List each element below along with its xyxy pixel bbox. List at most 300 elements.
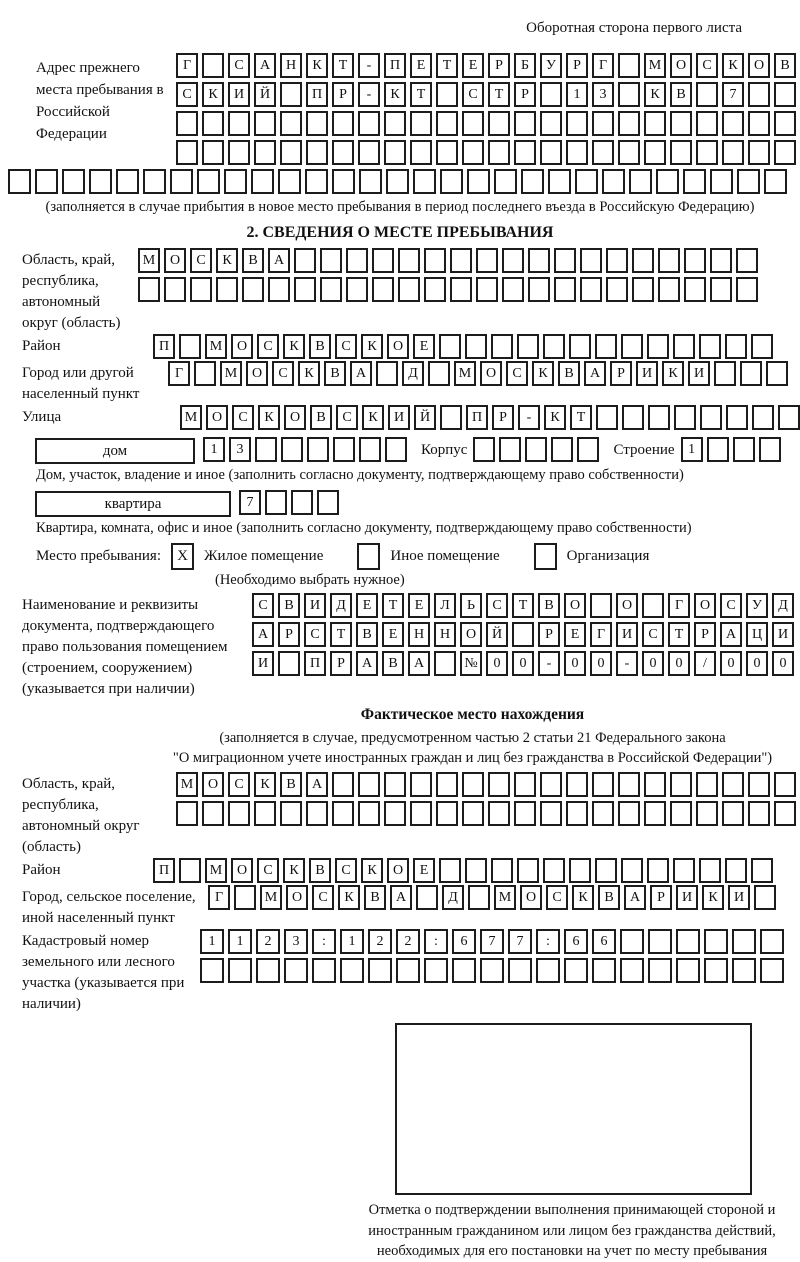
char-cell[interactable] bbox=[306, 111, 328, 136]
char-cell[interactable]: М bbox=[176, 772, 198, 797]
char-cell[interactable]: О bbox=[231, 334, 253, 359]
char-cell[interactable] bbox=[748, 82, 770, 107]
char-cell[interactable] bbox=[291, 490, 313, 515]
char-cell[interactable] bbox=[590, 593, 612, 618]
char-cell[interactable] bbox=[234, 885, 256, 910]
char-cell[interactable] bbox=[726, 405, 748, 430]
char-cell[interactable]: К bbox=[544, 405, 566, 430]
char-cell[interactable] bbox=[254, 111, 276, 136]
char-cell[interactable] bbox=[577, 437, 599, 462]
char-cell[interactable]: В bbox=[598, 885, 620, 910]
char-cell[interactable]: Т bbox=[382, 593, 404, 618]
char-cell[interactable]: О bbox=[564, 593, 586, 618]
char-cell[interactable]: 1 bbox=[681, 437, 703, 462]
char-cell[interactable] bbox=[670, 111, 692, 136]
char-cell[interactable]: С bbox=[720, 593, 742, 618]
char-cell[interactable]: Р bbox=[538, 622, 560, 647]
char-cell[interactable]: 2 bbox=[368, 929, 392, 954]
char-cell[interactable]: Е bbox=[408, 593, 430, 618]
char-cell[interactable]: Д bbox=[442, 885, 464, 910]
char-cell[interactable]: Е bbox=[356, 593, 378, 618]
char-cell[interactable] bbox=[358, 140, 380, 165]
char-cell[interactable] bbox=[410, 140, 432, 165]
char-cell[interactable] bbox=[714, 361, 736, 386]
char-cell[interactable] bbox=[670, 140, 692, 165]
char-cell[interactable] bbox=[620, 958, 644, 983]
char-cell[interactable] bbox=[317, 490, 339, 515]
char-cell[interactable]: Б bbox=[514, 53, 536, 78]
char-cell[interactable]: Т bbox=[410, 82, 432, 107]
char-cell[interactable] bbox=[704, 929, 728, 954]
char-cell[interactable]: С bbox=[176, 82, 198, 107]
char-cell[interactable] bbox=[462, 140, 484, 165]
char-cell[interactable] bbox=[164, 277, 186, 302]
char-cell[interactable] bbox=[748, 111, 770, 136]
char-cell[interactable] bbox=[621, 858, 643, 883]
char-cell[interactable]: К bbox=[216, 248, 238, 273]
char-cell[interactable] bbox=[644, 140, 666, 165]
char-cell[interactable] bbox=[592, 801, 614, 826]
char-cell[interactable]: О bbox=[284, 405, 306, 430]
char-cell[interactable]: С bbox=[335, 858, 357, 883]
char-cell[interactable] bbox=[439, 858, 461, 883]
char-cell[interactable]: В bbox=[309, 858, 331, 883]
char-cell[interactable] bbox=[733, 437, 755, 462]
char-cell[interactable]: А bbox=[268, 248, 290, 273]
char-cell[interactable] bbox=[332, 169, 355, 194]
char-cell[interactable]: 0 bbox=[512, 651, 534, 676]
char-cell[interactable]: Р bbox=[610, 361, 632, 386]
char-cell[interactable]: С bbox=[228, 772, 250, 797]
char-cell[interactable] bbox=[255, 437, 277, 462]
char-cell[interactable] bbox=[644, 111, 666, 136]
char-cell[interactable] bbox=[280, 801, 302, 826]
char-cell[interactable] bbox=[170, 169, 193, 194]
char-cell[interactable]: Л bbox=[434, 593, 456, 618]
char-cell[interactable] bbox=[312, 958, 336, 983]
char-cell[interactable]: П bbox=[466, 405, 488, 430]
char-cell[interactable]: : bbox=[424, 929, 448, 954]
char-cell[interactable] bbox=[778, 405, 800, 430]
char-cell[interactable] bbox=[491, 334, 513, 359]
char-cell[interactable] bbox=[476, 277, 498, 302]
char-cell[interactable] bbox=[710, 277, 732, 302]
char-cell[interactable]: А bbox=[356, 651, 378, 676]
char-cell[interactable]: : bbox=[536, 929, 560, 954]
char-cell[interactable] bbox=[176, 111, 198, 136]
char-cell[interactable]: И bbox=[676, 885, 698, 910]
char-cell[interactable]: Д bbox=[402, 361, 424, 386]
char-cell[interactable] bbox=[548, 169, 571, 194]
char-cell[interactable] bbox=[774, 111, 796, 136]
char-cell[interactable]: 7 bbox=[508, 929, 532, 954]
char-cell[interactable] bbox=[514, 140, 536, 165]
char-cell[interactable]: А bbox=[584, 361, 606, 386]
char-cell[interactable] bbox=[595, 334, 617, 359]
char-cell[interactable] bbox=[278, 169, 301, 194]
char-cell[interactable]: А bbox=[254, 53, 276, 78]
char-cell[interactable] bbox=[748, 772, 770, 797]
char-cell[interactable]: 1 bbox=[340, 929, 364, 954]
char-cell[interactable]: О bbox=[670, 53, 692, 78]
char-cell[interactable] bbox=[488, 111, 510, 136]
char-cell[interactable]: В bbox=[382, 651, 404, 676]
char-cell[interactable]: Е bbox=[564, 622, 586, 647]
char-cell[interactable] bbox=[732, 958, 756, 983]
char-cell[interactable]: Н bbox=[408, 622, 430, 647]
char-cell[interactable] bbox=[725, 858, 747, 883]
char-cell[interactable]: Т bbox=[512, 593, 534, 618]
char-cell[interactable] bbox=[428, 361, 450, 386]
char-cell[interactable]: К bbox=[298, 361, 320, 386]
char-cell[interactable]: 0 bbox=[486, 651, 508, 676]
char-cell[interactable] bbox=[398, 248, 420, 273]
char-cell[interactable] bbox=[116, 169, 139, 194]
char-cell[interactable]: Г bbox=[668, 593, 690, 618]
char-cell[interactable]: Г bbox=[592, 53, 614, 78]
char-cell[interactable] bbox=[696, 801, 718, 826]
char-cell[interactable] bbox=[618, 53, 640, 78]
char-cell[interactable] bbox=[294, 277, 316, 302]
char-cell[interactable]: 1 bbox=[200, 929, 224, 954]
char-cell[interactable]: 3 bbox=[284, 929, 308, 954]
char-cell[interactable]: М bbox=[205, 334, 227, 359]
char-cell[interactable] bbox=[592, 772, 614, 797]
char-cell[interactable] bbox=[620, 929, 644, 954]
char-cell[interactable] bbox=[760, 958, 784, 983]
char-cell[interactable] bbox=[502, 277, 524, 302]
char-cell[interactable] bbox=[748, 140, 770, 165]
char-cell[interactable]: К bbox=[361, 334, 383, 359]
char-cell[interactable] bbox=[424, 958, 448, 983]
char-cell[interactable] bbox=[440, 405, 462, 430]
char-cell[interactable] bbox=[372, 248, 394, 273]
char-cell[interactable] bbox=[436, 772, 458, 797]
char-cell[interactable]: С bbox=[486, 593, 508, 618]
char-cell[interactable] bbox=[566, 140, 588, 165]
char-cell[interactable] bbox=[540, 140, 562, 165]
char-cell[interactable]: Е bbox=[462, 53, 484, 78]
char-cell[interactable] bbox=[683, 169, 706, 194]
char-cell[interactable]: М bbox=[454, 361, 476, 386]
char-cell[interactable] bbox=[480, 958, 504, 983]
char-cell[interactable] bbox=[751, 858, 773, 883]
char-cell[interactable] bbox=[575, 169, 598, 194]
char-cell[interactable] bbox=[543, 858, 565, 883]
char-cell[interactable] bbox=[774, 772, 796, 797]
char-cell[interactable] bbox=[138, 277, 160, 302]
char-cell[interactable]: И bbox=[688, 361, 710, 386]
checkbox-organization[interactable] bbox=[534, 543, 557, 570]
char-cell[interactable] bbox=[536, 958, 560, 983]
char-cell[interactable]: М bbox=[260, 885, 282, 910]
char-cell[interactable]: Г bbox=[208, 885, 230, 910]
char-cell[interactable]: О bbox=[246, 361, 268, 386]
char-cell[interactable] bbox=[580, 277, 602, 302]
char-cell[interactable] bbox=[89, 169, 112, 194]
char-cell[interactable] bbox=[179, 858, 201, 883]
char-cell[interactable] bbox=[359, 169, 382, 194]
char-cell[interactable] bbox=[228, 801, 250, 826]
char-cell[interactable] bbox=[512, 622, 534, 647]
char-cell[interactable] bbox=[176, 801, 198, 826]
char-cell[interactable] bbox=[228, 140, 250, 165]
char-cell[interactable]: - bbox=[518, 405, 540, 430]
char-cell[interactable] bbox=[488, 801, 510, 826]
char-cell[interactable]: У bbox=[746, 593, 768, 618]
char-cell[interactable] bbox=[748, 801, 770, 826]
char-cell[interactable]: С bbox=[336, 405, 358, 430]
char-cell[interactable]: Д bbox=[330, 593, 352, 618]
char-cell[interactable]: А bbox=[408, 651, 430, 676]
char-cell[interactable] bbox=[462, 801, 484, 826]
char-cell[interactable]: Е bbox=[382, 622, 404, 647]
char-cell[interactable]: И bbox=[252, 651, 274, 676]
char-cell[interactable] bbox=[752, 405, 774, 430]
char-cell[interactable] bbox=[699, 334, 721, 359]
char-cell[interactable] bbox=[416, 885, 438, 910]
char-cell[interactable]: Р bbox=[694, 622, 716, 647]
char-cell[interactable]: А bbox=[306, 772, 328, 797]
char-cell[interactable]: Р bbox=[566, 53, 588, 78]
char-cell[interactable]: В bbox=[309, 334, 331, 359]
char-cell[interactable] bbox=[499, 437, 521, 462]
char-cell[interactable] bbox=[658, 248, 680, 273]
char-cell[interactable] bbox=[595, 858, 617, 883]
char-cell[interactable]: О bbox=[164, 248, 186, 273]
char-cell[interactable] bbox=[452, 958, 476, 983]
char-cell[interactable] bbox=[629, 169, 652, 194]
char-cell[interactable] bbox=[622, 405, 644, 430]
char-cell[interactable] bbox=[696, 140, 718, 165]
char-cell[interactable] bbox=[642, 593, 664, 618]
char-cell[interactable]: : bbox=[312, 929, 336, 954]
char-cell[interactable] bbox=[508, 958, 532, 983]
char-cell[interactable]: 0 bbox=[642, 651, 664, 676]
char-cell[interactable] bbox=[710, 248, 732, 273]
char-cell[interactable] bbox=[332, 140, 354, 165]
char-cell[interactable] bbox=[436, 82, 458, 107]
char-cell[interactable] bbox=[332, 772, 354, 797]
char-cell[interactable] bbox=[35, 169, 58, 194]
char-cell[interactable] bbox=[696, 772, 718, 797]
char-cell[interactable] bbox=[684, 277, 706, 302]
char-cell[interactable]: О bbox=[694, 593, 716, 618]
char-cell[interactable] bbox=[774, 82, 796, 107]
char-cell[interactable]: С bbox=[232, 405, 254, 430]
char-cell[interactable]: С bbox=[304, 622, 326, 647]
char-cell[interactable] bbox=[190, 277, 212, 302]
char-cell[interactable] bbox=[569, 858, 591, 883]
char-cell[interactable]: О bbox=[387, 858, 409, 883]
char-cell[interactable]: П bbox=[384, 53, 406, 78]
char-cell[interactable] bbox=[8, 169, 31, 194]
char-cell[interactable]: И bbox=[616, 622, 638, 647]
char-cell[interactable] bbox=[722, 772, 744, 797]
char-cell[interactable] bbox=[488, 772, 510, 797]
char-cell[interactable]: Е bbox=[413, 858, 435, 883]
char-cell[interactable]: К bbox=[338, 885, 360, 910]
char-cell[interactable]: О bbox=[520, 885, 542, 910]
char-cell[interactable]: О bbox=[206, 405, 228, 430]
char-cell[interactable]: К bbox=[362, 405, 384, 430]
char-cell[interactable] bbox=[396, 958, 420, 983]
char-cell[interactable]: А bbox=[720, 622, 742, 647]
char-cell[interactable]: Г bbox=[176, 53, 198, 78]
char-cell[interactable] bbox=[707, 437, 729, 462]
char-cell[interactable]: М bbox=[644, 53, 666, 78]
char-cell[interactable]: К bbox=[532, 361, 554, 386]
char-cell[interactable] bbox=[648, 929, 672, 954]
char-cell[interactable] bbox=[468, 885, 490, 910]
char-cell[interactable]: М bbox=[220, 361, 242, 386]
char-cell[interactable]: Ь bbox=[460, 593, 482, 618]
char-cell[interactable]: Т bbox=[332, 53, 354, 78]
char-cell[interactable] bbox=[673, 334, 695, 359]
char-cell[interactable] bbox=[618, 801, 640, 826]
char-cell[interactable]: И bbox=[772, 622, 794, 647]
char-cell[interactable] bbox=[440, 169, 463, 194]
char-cell[interactable] bbox=[700, 405, 722, 430]
char-cell[interactable] bbox=[202, 801, 224, 826]
char-cell[interactable]: С bbox=[257, 334, 279, 359]
char-cell[interactable]: - bbox=[616, 651, 638, 676]
char-cell[interactable]: Р bbox=[278, 622, 300, 647]
char-cell[interactable] bbox=[346, 277, 368, 302]
char-cell[interactable] bbox=[284, 958, 308, 983]
char-cell[interactable] bbox=[618, 140, 640, 165]
char-cell[interactable]: 6 bbox=[564, 929, 588, 954]
char-cell[interactable]: И bbox=[304, 593, 326, 618]
char-cell[interactable] bbox=[384, 111, 406, 136]
char-cell[interactable] bbox=[359, 437, 381, 462]
char-cell[interactable] bbox=[494, 169, 517, 194]
char-cell[interactable] bbox=[766, 361, 788, 386]
char-cell[interactable]: Г bbox=[168, 361, 190, 386]
char-cell[interactable] bbox=[465, 334, 487, 359]
char-cell[interactable] bbox=[740, 361, 762, 386]
char-cell[interactable] bbox=[754, 885, 776, 910]
char-cell[interactable] bbox=[372, 277, 394, 302]
char-cell[interactable] bbox=[658, 277, 680, 302]
char-cell[interactable]: С bbox=[228, 53, 250, 78]
char-cell[interactable] bbox=[502, 248, 524, 273]
char-cell[interactable]: П bbox=[153, 858, 175, 883]
char-cell[interactable]: С bbox=[257, 858, 279, 883]
char-cell[interactable]: - bbox=[538, 651, 560, 676]
char-cell[interactable] bbox=[465, 858, 487, 883]
char-cell[interactable]: В bbox=[280, 772, 302, 797]
char-cell[interactable] bbox=[525, 437, 547, 462]
char-cell[interactable] bbox=[540, 801, 562, 826]
char-cell[interactable] bbox=[385, 437, 407, 462]
char-cell[interactable]: С bbox=[462, 82, 484, 107]
char-cell[interactable]: Т bbox=[330, 622, 352, 647]
char-cell[interactable]: Р bbox=[330, 651, 352, 676]
char-cell[interactable]: Т bbox=[570, 405, 592, 430]
char-cell[interactable] bbox=[307, 437, 329, 462]
char-cell[interactable]: С bbox=[190, 248, 212, 273]
char-cell[interactable] bbox=[358, 772, 380, 797]
char-cell[interactable]: К bbox=[258, 405, 280, 430]
char-cell[interactable]: С bbox=[252, 593, 274, 618]
char-cell[interactable] bbox=[696, 111, 718, 136]
char-cell[interactable] bbox=[368, 958, 392, 983]
char-cell[interactable]: М bbox=[494, 885, 516, 910]
char-cell[interactable] bbox=[410, 111, 432, 136]
char-cell[interactable]: Т bbox=[668, 622, 690, 647]
char-cell[interactable] bbox=[602, 169, 625, 194]
char-cell[interactable] bbox=[320, 277, 342, 302]
char-cell[interactable] bbox=[596, 405, 618, 430]
char-cell[interactable]: К bbox=[384, 82, 406, 107]
char-cell[interactable]: 0 bbox=[746, 651, 768, 676]
char-cell[interactable] bbox=[732, 929, 756, 954]
char-cell[interactable] bbox=[569, 334, 591, 359]
char-cell[interactable]: / bbox=[694, 651, 716, 676]
char-cell[interactable] bbox=[543, 334, 565, 359]
char-cell[interactable] bbox=[256, 958, 280, 983]
char-cell[interactable] bbox=[528, 248, 550, 273]
char-cell[interactable]: К bbox=[722, 53, 744, 78]
char-cell[interactable]: С bbox=[335, 334, 357, 359]
checkbox-residential[interactable]: X bbox=[171, 543, 194, 570]
char-cell[interactable] bbox=[710, 169, 733, 194]
char-cell[interactable] bbox=[202, 140, 224, 165]
char-cell[interactable] bbox=[306, 801, 328, 826]
char-cell[interactable] bbox=[254, 801, 276, 826]
char-cell[interactable] bbox=[280, 111, 302, 136]
char-cell[interactable] bbox=[462, 772, 484, 797]
char-cell[interactable] bbox=[554, 277, 576, 302]
char-cell[interactable]: И bbox=[636, 361, 658, 386]
char-cell[interactable]: И bbox=[388, 405, 410, 430]
char-cell[interactable] bbox=[254, 140, 276, 165]
char-cell[interactable]: Ц bbox=[746, 622, 768, 647]
char-cell[interactable]: У bbox=[540, 53, 562, 78]
char-cell[interactable]: Р bbox=[650, 885, 672, 910]
char-cell[interactable] bbox=[410, 801, 432, 826]
char-cell[interactable] bbox=[517, 858, 539, 883]
char-cell[interactable]: К bbox=[283, 858, 305, 883]
char-cell[interactable] bbox=[332, 801, 354, 826]
char-cell[interactable] bbox=[699, 858, 721, 883]
char-cell[interactable] bbox=[632, 277, 654, 302]
char-cell[interactable] bbox=[476, 248, 498, 273]
char-cell[interactable] bbox=[514, 801, 536, 826]
char-cell[interactable]: - bbox=[358, 53, 380, 78]
char-cell[interactable]: С bbox=[312, 885, 334, 910]
char-cell[interactable]: А bbox=[390, 885, 412, 910]
char-cell[interactable] bbox=[554, 248, 576, 273]
char-cell[interactable]: Р bbox=[488, 53, 510, 78]
char-cell[interactable] bbox=[618, 111, 640, 136]
char-cell[interactable] bbox=[224, 169, 247, 194]
char-cell[interactable]: П bbox=[153, 334, 175, 359]
char-cell[interactable] bbox=[618, 82, 640, 107]
char-cell[interactable] bbox=[722, 801, 744, 826]
char-cell[interactable] bbox=[540, 82, 562, 107]
char-cell[interactable]: Д bbox=[772, 593, 794, 618]
char-cell[interactable]: Е bbox=[410, 53, 432, 78]
char-cell[interactable]: К bbox=[202, 82, 224, 107]
char-cell[interactable] bbox=[540, 111, 562, 136]
char-cell[interactable]: И bbox=[728, 885, 750, 910]
char-cell[interactable]: В bbox=[310, 405, 332, 430]
char-cell[interactable]: М bbox=[180, 405, 202, 430]
char-cell[interactable] bbox=[294, 248, 316, 273]
char-cell[interactable] bbox=[251, 169, 274, 194]
